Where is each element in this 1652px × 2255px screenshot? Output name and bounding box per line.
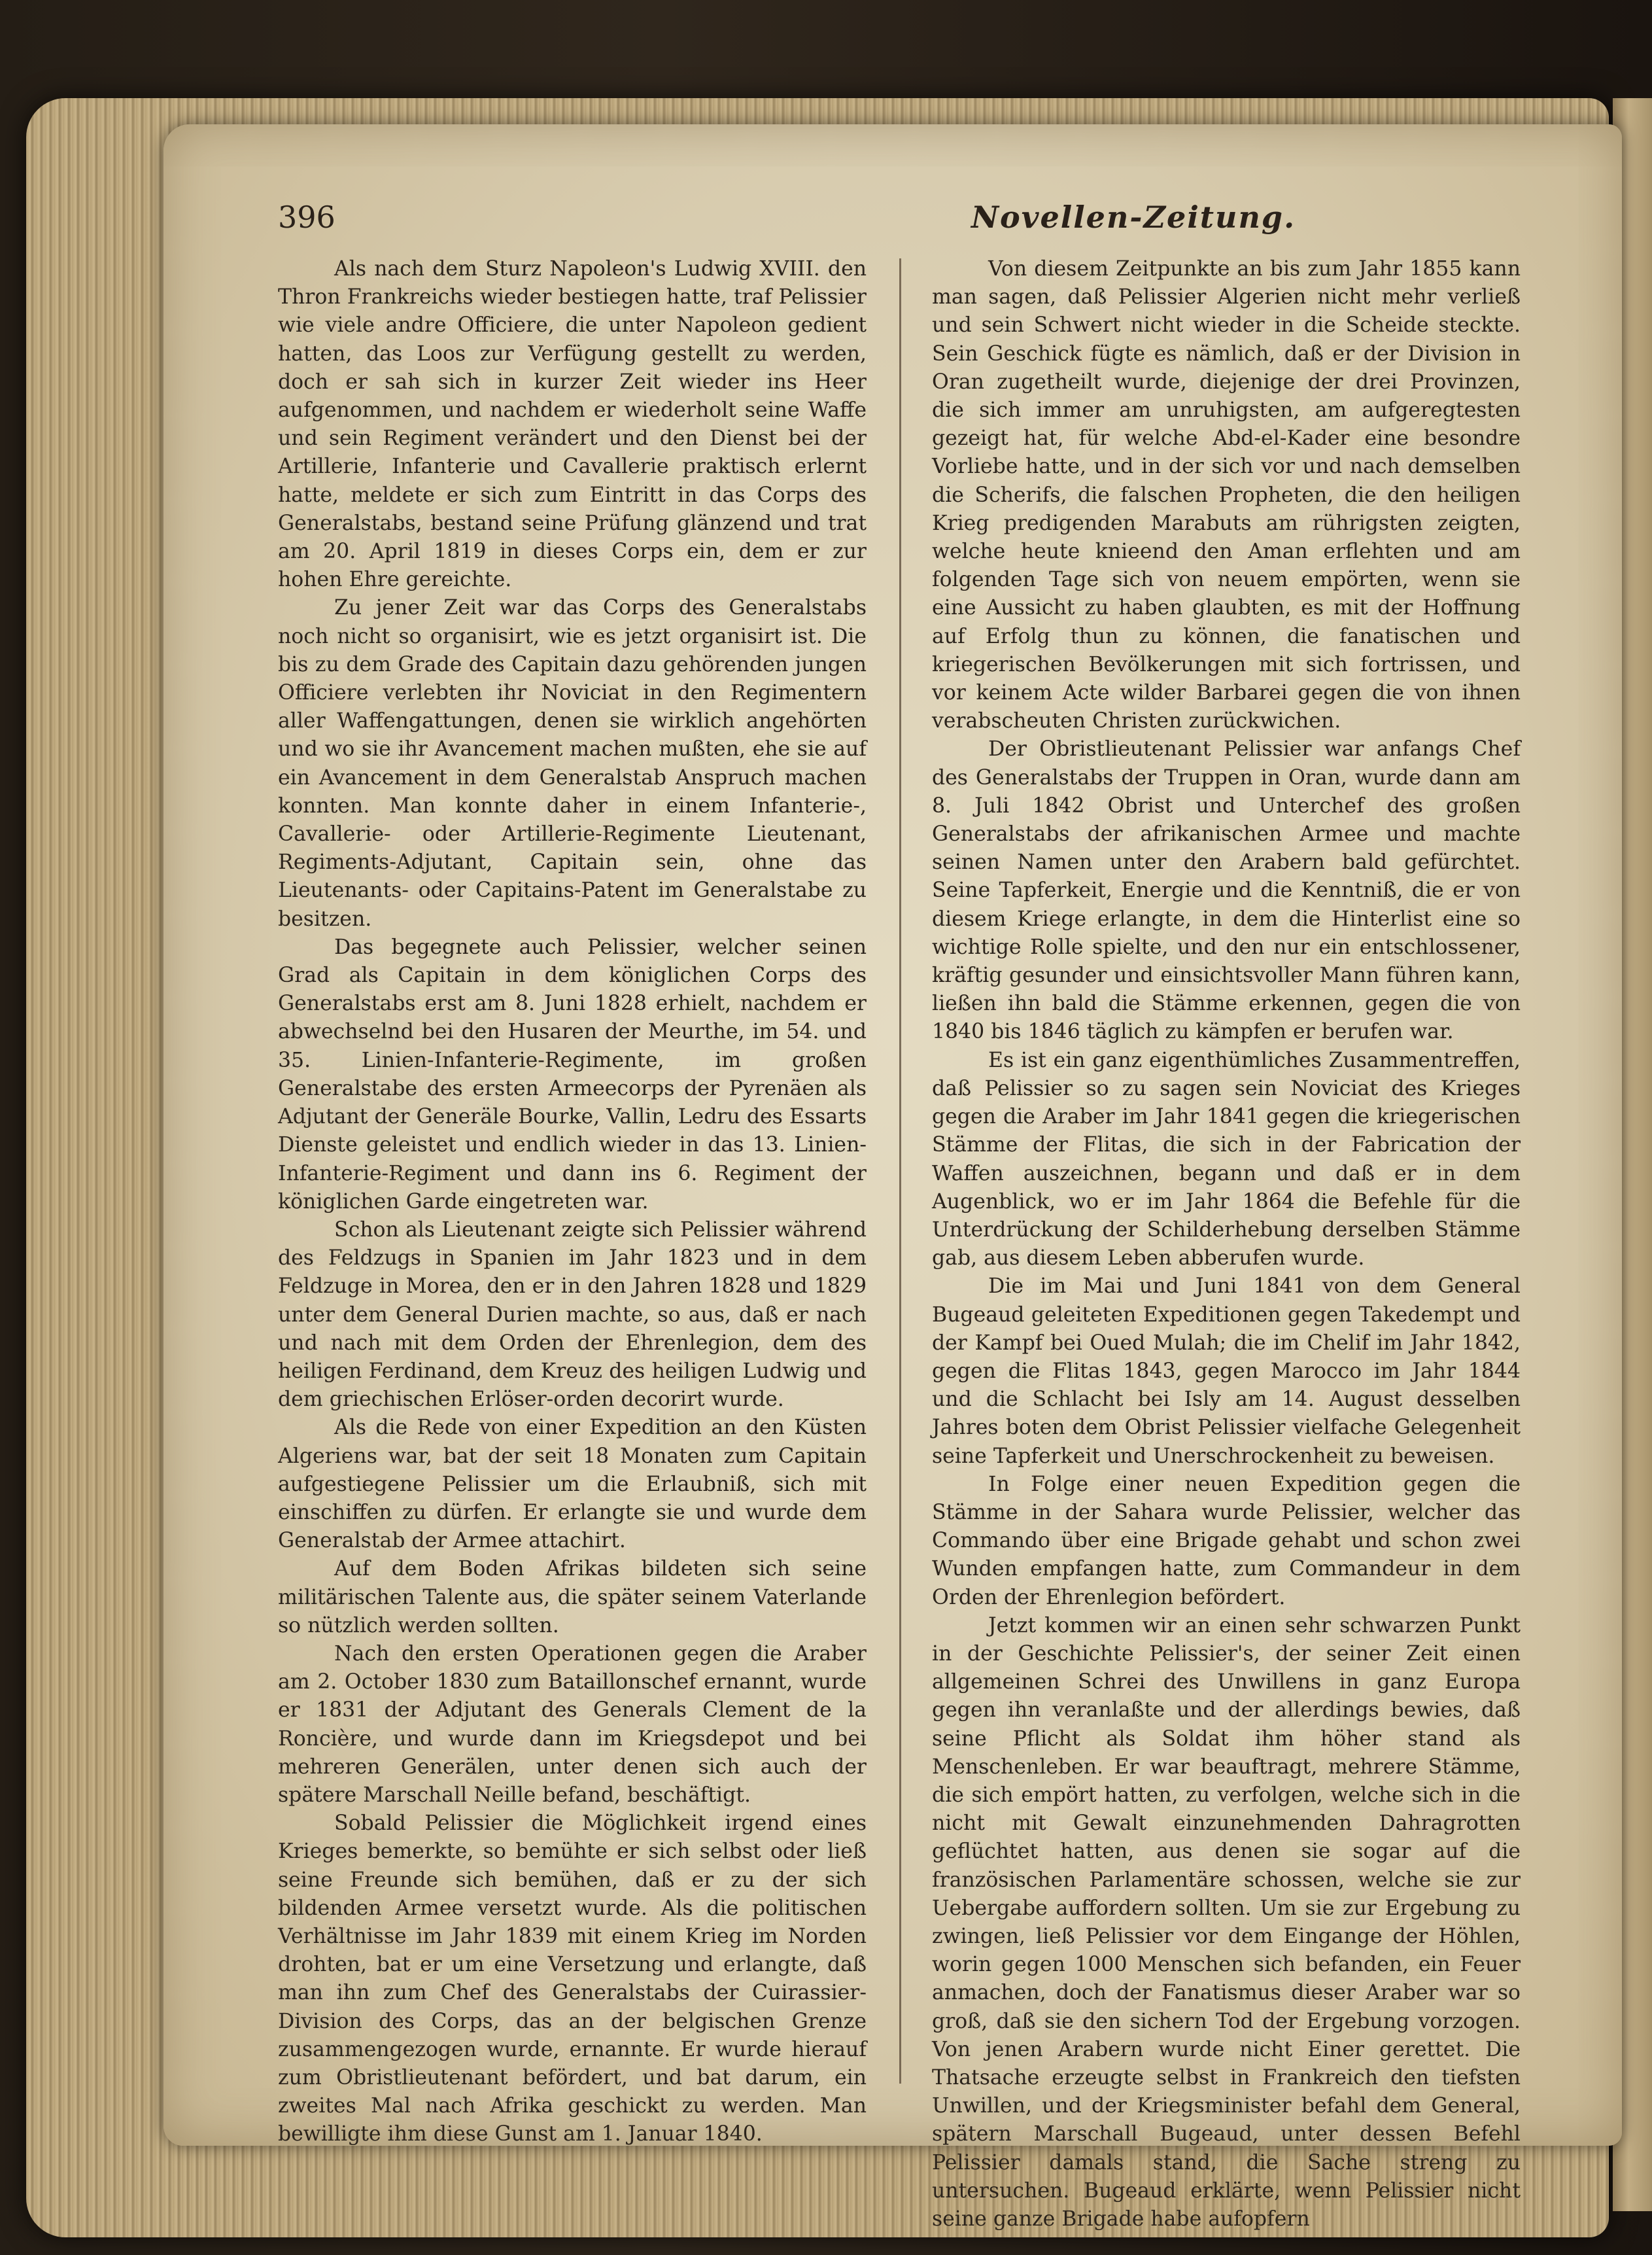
paragraph: Als die Rede von einer Expedition an den Küsten Algeriens war, bat der seit 18 Monaten zum Capitain aufgestiegene Pelissier um die Erlaubniß, sich mit einschiffen zu dürfen. Er erlangte sie und wurde dem Generalstab der Armee attachirt. — [278, 1416, 867, 1553]
paragraph: Der Obristlieutenant Pelissier war anfangs Chef des Generalstabs der Truppen in Oran, wurde dann am 8. Juli 1842 Obrist und Unterchef des großen Generalstabs der afrikanischen Armee und machte seinen Namen unter den Arabern bald gefürchtet. Seine Tapferkeit, Energie und die Kenntniß, die er von diesem Kriege erlangte, in dem die Hinterlist eine so wichtige Rolle spielte, und den nur ein entschlossener, kräftig gesunder und einsichtsvoller Mann führen kann, ließen ihn bald die Stämme erkennen, gegen die von 1840 bis 1846 täglich zu kämpfen er berufen war. — [932, 737, 1521, 1044]
paragraph: Als nach dem Sturz Napoleon's Ludwig XVIII. den Thron Frankreichs wieder bestiegen hatte, traf Pelissier wie viele andre Officiere, die unter Napoleon gedient hatten, das Loos zur Verfügung gestellt zu werden, doch er sah sich in kurzer Zeit wieder ins Heer aufgenommen, und nachdem er wiederholt seine Waffe und sein Regiment verändert und den Dienst bei der Artillerie, Infanterie und Cavallerie praktisch erlernt hatte, meldete er sich zum Eintritt in das Corps des Generalstabs, bestand seine Prüfung glänzend und trat am 20. April 1819 in dieses Corps ein, dem er zur hohen Ehre gereichte. — [278, 257, 867, 592]
paragraph: In Folge einer neuen Expedition gegen die Stämme in der Sahara wurde Pelissier, welcher das Commando über eine Brigade gehabt und schon zwei Wunden empfangen hatte, zum Commandeur in dem Orden der Ehrenlegion befördert. — [932, 1472, 1521, 1609]
page-number: 396 — [278, 200, 336, 235]
paragraph: Auf dem Boden Afrikas bildeten sich seine militärischen Talente aus, die später seinem Vaterlande so nützlich werden sollten. — [278, 1557, 867, 1637]
paragraph: Es ist ein ganz eigenthümliches Zusammentreffen, daß Pelissier so zu sagen sein Noviciat des Krieges gegen die Araber im Jahr 1841 gegen die kriegerischen Stämme der Flitas, die sich in der Fabrication der Waffen auszeichnen, begann und daß er in dem Augenblick, wo er im Jahr 1864 die Befehle für die Unterdrückung der Schilderhebung derselben Stämme gab, aus diesem Leben abberufen wurde. — [932, 1048, 1521, 1270]
paragraph: Die im Mai und Juni 1841 von dem General Bugeaud geleiteten Expeditionen gegen Takedempt und der Kampf bei Oued Mulah; die im Chelif im Jahr 1842, gegen die Flitas 1843, gegen Marocco im Jahr 1844 und die Schlacht bei Isly am 14. August desselben Jahres boten dem Obrist Pelissier vielfache Gelegenheit seine Tapferkeit und Unerschrockenheit zu beweisen. — [932, 1274, 1521, 1468]
paragraph: Von diesem Zeitpunkte an bis zum Jahr 1855 kann man sagen, daß Pelissier Algerien nicht mehr verließ und sein Schwert nicht wieder in die Scheide steckte. Sein Geschick fügte es nämlich, daß er der Division in Oran zugetheilt wurde, diejenige der drei Provinzen, die sich immer am unruhigsten, am aufgeregtesten gezeigt hat, für welche Abd-el-Kader eine besondre Vorliebe hatte, und in der sich vor und nach demselben die Scherifs, die falschen Propheten, die den heiligen Krieg predigenden Marabuts am rührigsten zeigten, welche heute knieend den Aman erflehten und am folgenden Tage sich von neuem empörten, wenn sie eine Aussicht zu haben glaubten, es mit der Hoffnung auf Erfolg thun zu können, die fanatischen und kriegerischen Bevölkerungen mit sich fortrissen, und vor keinem Acte wilder Barbarei gegen die von ihnen verabscheuten Christen zurückwichen. — [932, 257, 1521, 733]
paragraph: Jetzt kommen wir an einen sehr schwarzen Punkt in der Geschichte Pelissier's, der seiner Zeit einen allgemeinen Schrei des Unwillens in ganz Europa gegen ihn veranlaßte und der allerdings bewies, daß seine Pflicht als Soldat ihm höher stand als Menschenleben. Er war beauftragt, mehrere Stämme, die sich empört hatten, zu verfolgen, welche sich in die nicht mit Gewalt einzunehmenden Dahragrotten geflüchtet hatten, aus denen sie sogar auf die französischen Parlamentäre schossen, welche sie zur Uebergabe auffordern sollten. Um sie zur Ergebung zu zwingen, ließ Pelissier vor dem Eingange der Höhlen, worin gegen 1000 Menschen sich befanden, ein Feuer anmachen, doch der Fanatismus dieser Araber war so groß, daß sie den sichern Tod der Ergebung vorzogen. Von jenen Arabern wurde nicht Einer gerettet. Die Thatsache erzeugte selbst in Frankreich den tiefsten Unwillen, und der Kriegsminister befahl dem General, spätern Marschall Bugeaud, unter dessen Befehl Pelissier damals stand, die Sache streng zu untersuchen. Bugeaud erklärte, wenn Pelissier nicht seine ganze Brigade habe aufopfern — [932, 1613, 1521, 2231]
paragraph: Sobald Pelissier die Möglichkeit irgend eines Krieges bemerkte, so bemühte er sich selbst oder ließ seine Freunde sich bemühen, daß er zu der sich bildenden Armee versetzt wurde. Als die politischen Verhältnisse im Jahr 1839 mit einem Krieg im Norden drohten, bat er um eine Versetzung und erlangte, daß man ihn zum Chef des Generalstabs der Cuirassier-Division des Corps, das an der belgischen Grenze zusammengezogen wurde, ernannte. Er wurde hierauf zum Obristlieutenant befördert, und bat darum, ein zweites Mal nach Afrika geschickt zu werden. Man bewilligte ihm diese Gunst am 1. Januar 1840. — [278, 1811, 867, 2146]
paragraph: Zu jener Zeit war das Corps des Generalstabs noch nicht so organisirt, wie es jetzt organisirt ist. Die bis zu dem Grade des Capitain dazu gehörenden jungen Officiere verlebten ihr Noviciat in den Regimentern aller Waffengattungen, denen sie wirklich angehörten und wo sie ihr Avancement machen mußten, ehe sie auf ein Avancement in dem Generalstab Anspruch machen konnten. Man konnte daher in einem Infanterie-, Cavallerie- oder Artillerie-Regimente Lieutenant, Regiments-Adjutant, Capitain sein, ohne das Lieutenants- oder Capitains-Patent im Generalstabe zu besitzen. — [278, 596, 867, 931]
paragraph: Nach den ersten Operationen gegen die Araber am 2. October 1830 zum Bataillonschef ernannt, wurde er 1831 der Adjutant des Generals Clement de la Roncière, und wurde dann im Kriegsdepot und bei mehreren Generälen, unter denen sich auch der spätere Marschall Neille befand, beschäftigt. — [278, 1641, 867, 1807]
book-page — [163, 124, 1622, 2231]
right-text-column — [932, 255, 1521, 2231]
paragraph: Das begegnete auch Pelissier, welcher seinen Grad als Capitain in dem königlichen Corps des Generalstabs erst am 8. Juni 1828 erhielt, nachdem er abwechselnd bei den Husaren der Meurthe, im 54. und 35. Linien-Infanterie-Regimente, im großen Generalstabe des ersten Armeecorps der Pyrenäen als Adjutant der Generäle Bourke, Vallin, Ledru des Essarts Dienste geleistet und endlich wieder in das 13. Linien-Infanterie-Regiment und dann ins 6. Regiment der königlichen Garde eingetreten war. — [278, 935, 867, 1214]
paragraph: Schon als Lieutenant zeigte sich Pelissier während des Feldzugs in Spanien im Jahr 1823 und in dem Feldzuge in Morea, den er in den Jahren 1828 und 1829 unter dem General Durien machte, so aus, daß er nach und nach mit dem Orden der Ehrenlegion, dem des heiligen Ferdinand, dem Kreuz des heiligen Ludwig und dem griechischen Erlöser-orden decorirt wurde. — [278, 1217, 867, 1412]
journal-title: Novellen-Zeitung. — [971, 200, 1296, 235]
left-text-column — [278, 255, 867, 2146]
column-divider — [899, 258, 901, 2084]
page-header — [278, 200, 1540, 245]
